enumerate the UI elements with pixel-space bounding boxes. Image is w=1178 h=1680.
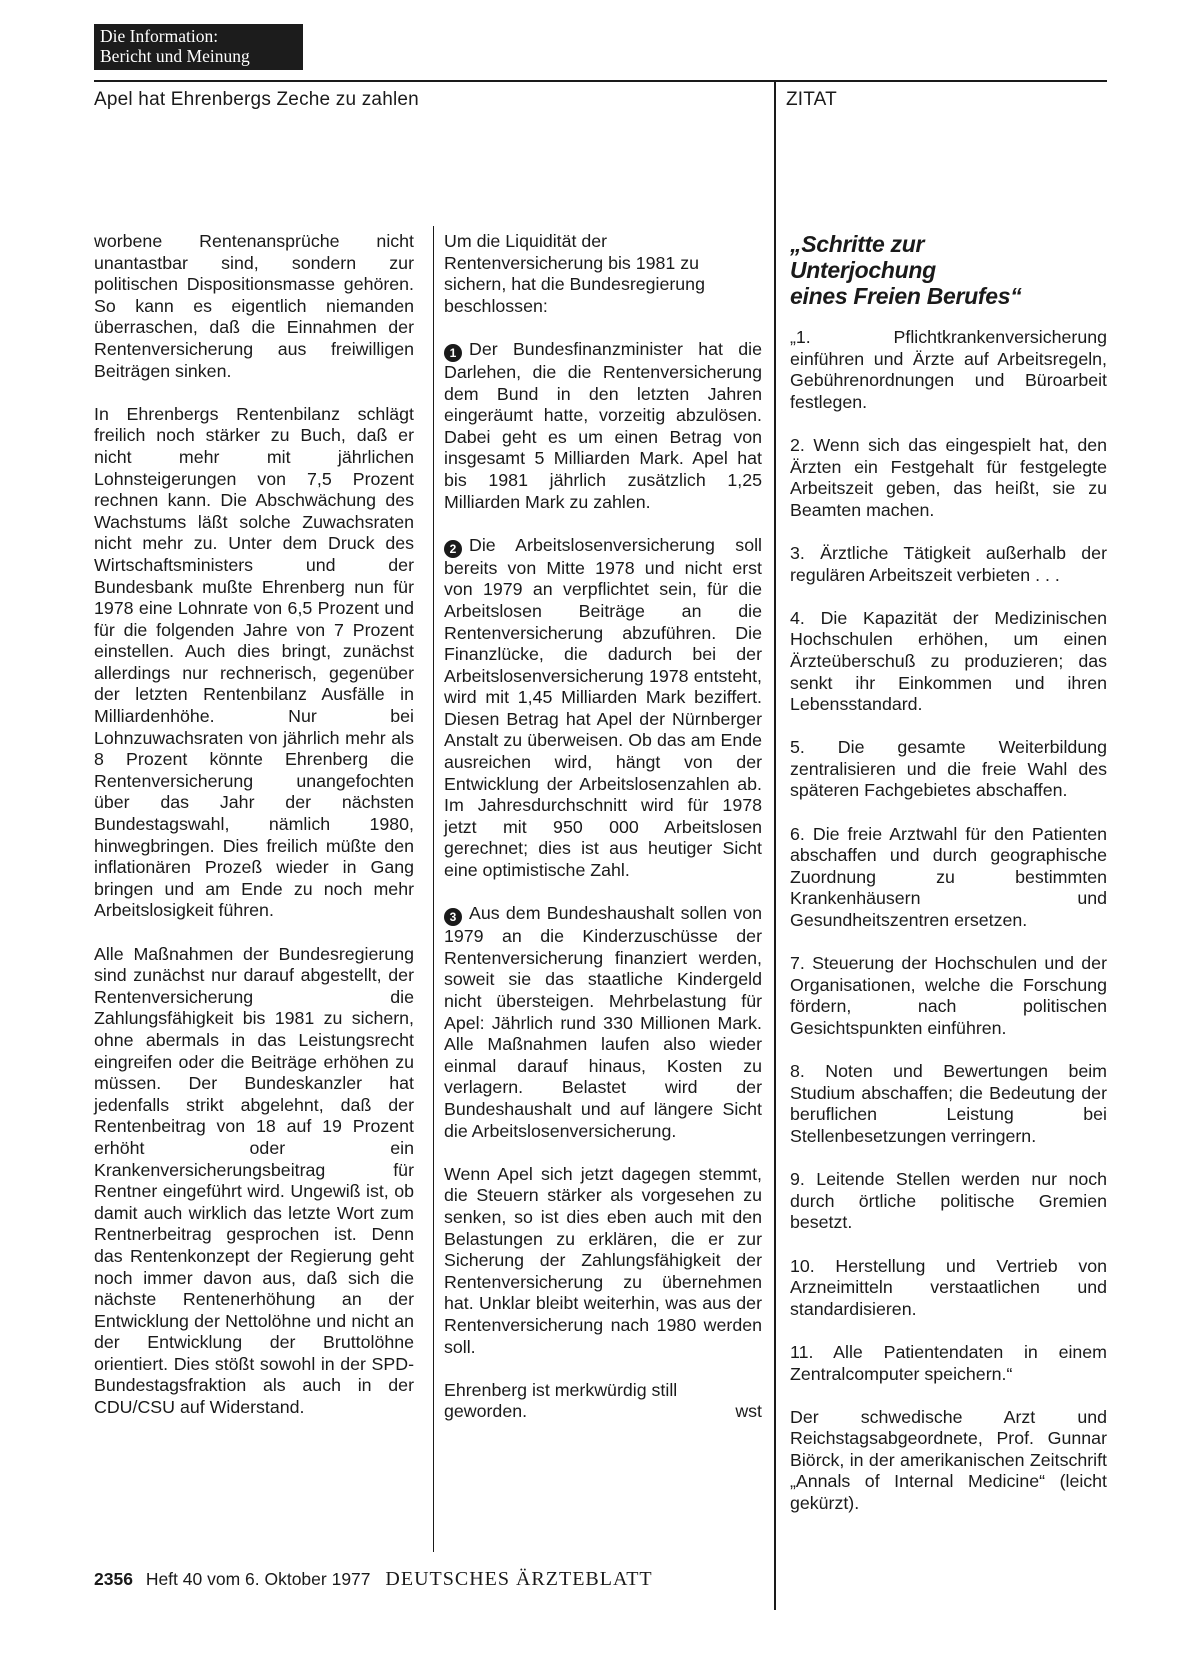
measure-text: Aus dem Bundeshaushalt sollen von 1979 an die Kinderzuschüsse der Rentenversicherung finanziert werden, soweit sie das staatliche Kindergeld nicht übersteigen. Mehrbelastung für Apel: Jährlich rund 330 Millionen Mark. Alle Maßnahmen laufen also wieder einmal darauf hinaus, Kosten zu verlagern. Belastet wird der Bundeshaushalt und auf längere Sicht die Arbeitslosenversicherung. [444, 903, 762, 1141]
number-badge-icon: 2 [444, 540, 462, 558]
measure-item-3 [444, 903, 762, 1142]
closing-text: Ehrenberg ist merkwürdig still geworden. [444, 1379, 678, 1422]
zitat-point: 2. Wenn sich das eingespielt hat, den Ärzten ein Festgehalt für festgelegte Arbeitszeit geben, das heißt, sie zu Beamten machen. [790, 434, 1107, 520]
zitat-label: ZITAT [786, 89, 837, 110]
issue-info: Heft 40 vom 6. Oktober 1977 [145, 1569, 371, 1589]
zitat-point: 4. Die Kapazität der Medizinischen Hochschulen erhöhen, um einen Ärzteüberschuß zu produzieren; das senkt ihr Einkommen und ihren Lebensstandard. [790, 607, 1107, 715]
article-paragraph: worbene Rentenansprüche nicht unantastbar sind, sondern zur politischen Dispositionsmasse gehören. So kann es eigentlich niemanden überraschen, daß die Einnahmen der Rentenversicherung aus freiwilligen Beiträgen sinken. [94, 231, 414, 381]
zitat-source: Der schwedische Arzt und Reichstagsabgeordnete, Prof. Gunnar Biörck, in der amerikanischen Zeitschrift „Annals of Internal Medicine“ (leicht gekürzt). [790, 1406, 1107, 1514]
measures-intro: Um die Liquidität der Rentenversicherung bis 1981 zu sichern, hat die Bundesregierung beschlossen: [444, 231, 705, 316]
zitat-point: 9. Leitende Stellen werden nur noch durch örtliche politische Gremien besetzt. [790, 1169, 1107, 1233]
page-number: 2356 [94, 1569, 133, 1589]
badge-line-1: Die Information: [100, 26, 219, 46]
zitat-point: 7. Steuerung der Hochschulen und der Organisationen, welche die Forschung fördern, nach politischen Gesichtspunkten einführen. [790, 953, 1107, 1038]
measure-text: Der Bundesfinanzminister hat die Darlehen, die die Rentenversicherung dem Bund in den letzten Jahren eingeräumt hatte, vorzeitig abzulösen. Dabei geht es um einen Betrag von insgesamt 5 Milliarden Mark. Apel hat bis 1981 jährlich zusätzlich 1,25 Milliarden Mark zu zahlen. [444, 338, 762, 512]
article-paragraph: Alle Maßnahmen der Bundesregierung sind zunächst nur darauf abgestellt, der Rentenversicherung die Zahlungsfähigkeit bis 1981 zu sichern, ohne abermals in das Leistungsrecht eingreifen oder die Beiträge erhöhen zu müssen. Der Bundeskanzler hat jedenfalls strikt abgelehnt, daß der Rentenbeitrag von 18 auf 19 Prozent erhöht oder ein Krankenversicherungsbeitrag für Rentner eingeführt wird. Ungewiß ist, ob damit auch wirklich das letzte Wort zum Rentnerbeitrag gesprochen ist. Denn das Rentenkonzept der Regierung geht noch immer davon aus, daß sich die nächste Rentenerhöhung an der Entwicklung der Nettolöhne und nicht an der Entwicklung der Bruttolöhne orientiert. Dies stößt sowohl in der SPD-Bundestagsfraktion als auch in der CDU/CSU auf Widerstand. [94, 943, 414, 1418]
measure-item-1 [444, 339, 762, 513]
measure-item-2 [444, 535, 762, 882]
number-badge-icon: 1 [444, 344, 462, 362]
journal-name: DEUTSCHES ÄRZTEBLATT [385, 1568, 653, 1590]
article-paragraph: In Ehrenbergs Rentenbilanz schlägt freilich noch stärker zu Buch, daß er nicht mehr mit jährlichen Lohnsteigerungen von 7,5 Prozent rechnen kann. Die Abschwächung des Wachstums läßt solche Zuwachsraten nicht mehr zu. Unter dem Druck des Wirtschaftsministers und der Bundesbank mußte Ehrenberg nun für 1978 eine Lohnrate von 6,5 Prozent und für die folgenden Jahre von 7 Prozent einstellen. Auch dies bringt, zunächst allerdings nur rechnerisch, gegenüber der letzten Rentenbilanz Ausfälle in Milliardenhöhe. Nur bei Lohnzuwachsraten von jährlich mehr als 8 Prozent könnte Ehrenberg die Rentenversicherung unangefochten über das Jahr der nächsten Bundestagswahl, nämlich 1980, hinwegbringen. Dies freilich müßte den inflationären Prozeß wieder in Gang bringen und am Ende zu noch mehr Arbeitslosigkeit führen. [94, 403, 414, 921]
author-signature: wst [735, 1401, 762, 1422]
zitat-point: 6. Die freie Arztwahl für den Patienten abschaffen und durch geographische Zuordnung zu bestimmten Krankenhäusern und Gesundheitszentren ersetzen. [790, 823, 1107, 931]
header-rule [94, 80, 1107, 82]
zitat-headline [790, 231, 1107, 309]
zitat-point: 11. Alle Patientendaten in einem Zentralcomputer speichern.“ [790, 1341, 1107, 1384]
article-paragraph: Wenn Apel sich jetzt dagegen stemmt, die Steuern stärker als vorgesehen zu senken, so ist dies eben auch mit den Belastungen zu erklären, die er zur Sicherung der Zahlungsfähigkeit der Rentenversicherung zu übernehmen hat. Unklar bleibt weiterhin, was aus der Rentenversicherung nach 1980 werden soll. [444, 1163, 762, 1357]
column-divider-zitat [774, 80, 776, 1610]
zitat-headline-line: „Schritte zur [790, 231, 925, 257]
zitat-point: „1. Pflichtkrankenversicherung einführen und Ärzte auf Arbeitsregeln, Gebührenordnungen und Büroarbeit festlegen. [790, 327, 1107, 412]
zitat-headline-line: eines Freien Berufes“ [790, 283, 1022, 309]
page-footer [94, 1568, 653, 1591]
zitat-point: 5. Die gesamte Weiterbildung zentralisieren und die freie Wahl des späteren Fachgebietes abschaffen. [790, 737, 1107, 801]
zitat-column [790, 231, 1107, 1515]
number-badge-icon: 3 [444, 908, 462, 926]
article-column-1 [94, 231, 414, 1419]
zitat-point: 8. Noten und Bewertungen beim Studium abschaffen; die Bedeutung der beruflichen Leistung bei Stellenbesetzungen verringern. [790, 1061, 1107, 1146]
section-badge [94, 24, 303, 70]
article-title: Apel hat Ehrenbergs Zeche zu zahlen [94, 89, 419, 110]
article-column-2 [444, 231, 762, 1423]
measure-text: Die Arbeitslosenversicherung soll bereits von Mitte 1978 und nicht erst von 1979 an verpflichtet sein, für die Arbeitslosen Beiträge an die Rentenversicherung abzuführen. Die Finanzlücke, die dadurch bei der Arbeitslosenversicherung 1978 entsteht, wird mit 1,45 Milliarden Mark beziffert. Diesen Betrag hat Apel der Nürnberger Anstalt zu überweisen. Ob das am Ende ausreichen wird, hängt von der Entwicklung der Arbeitslosenzahlen ab. Im Jahresdurchschnitt wird für 1978 jetzt mit 950 000 Arbeitslosen gerechnet; dies ist aus heutiger Sicht eine optimistische Zahl. [444, 534, 762, 881]
zitat-point: 10. Herstellung und Vertrieb von Arzneimitteln verstaatlichen und standardisieren. [790, 1255, 1107, 1319]
column-divider-left [433, 226, 434, 1552]
zitat-point: 3. Ärztliche Tätigkeit außerhalb der regulären Arbeitszeit verbieten . . . [790, 542, 1107, 585]
zitat-headline-line: Unterjochung [790, 257, 936, 283]
badge-line-2: Bericht und Meinung [100, 46, 250, 66]
closing-paragraph [444, 1380, 762, 1423]
